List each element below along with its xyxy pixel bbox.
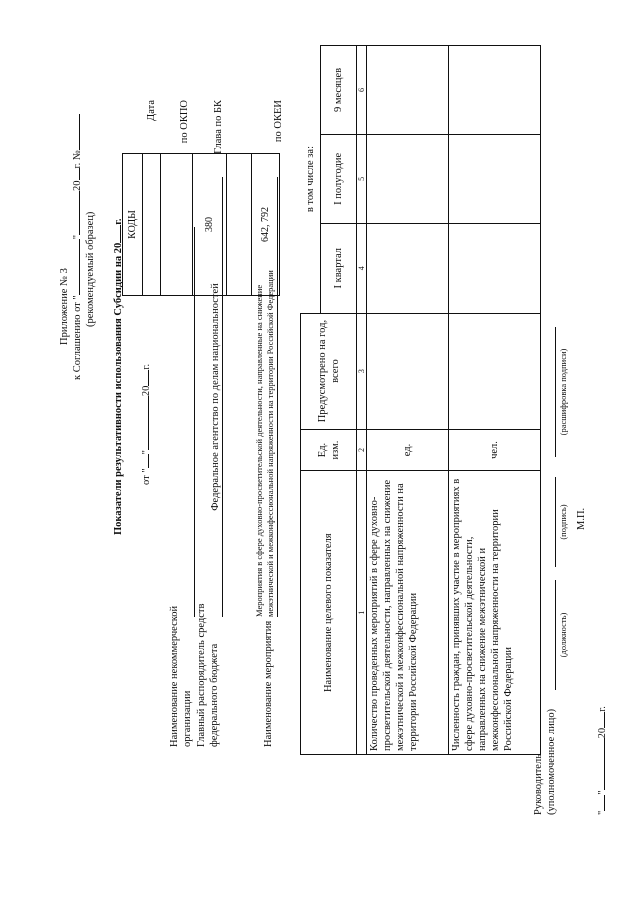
indicator-name: Количество проведенных мероприятий в сфере духовно-просветительской деятельности, направленных на снижение межэтнической и межконфессиональной напряженности на территории Российской Федерации: [367, 471, 449, 755]
9m-cell[interactable]: [367, 46, 449, 135]
table-row: [449, 46, 541, 755]
col-unit-header: Ед. изм.: [301, 429, 357, 471]
signature-field[interactable]: [555, 477, 556, 567]
col-q1-header: I квартал: [321, 223, 357, 313]
event-label: Наименование мероприятия: [263, 620, 274, 747]
signature-caption: (подпись): [558, 504, 568, 540]
org-label: Наименование некоммерческой организации: [169, 605, 193, 747]
indicator-unit: ед.: [367, 429, 449, 471]
recommended-sample-note: (рекомендуемый образец): [85, 211, 96, 327]
org-name-field[interactable]: [194, 227, 195, 617]
plan-cell[interactable]: [449, 313, 541, 429]
code-okei-cell: 642, 792: [252, 154, 280, 296]
code-blank-cell: [227, 154, 252, 296]
col-9m-header: 9 месяцев: [321, 46, 357, 135]
9m-cell[interactable]: [449, 46, 541, 135]
appendix-title: Приложение № 3: [59, 268, 70, 345]
signature-decode-field[interactable]: [555, 327, 556, 457]
code-glava-cell: 380: [193, 154, 227, 296]
q1-cell[interactable]: [367, 223, 449, 313]
sign-date-line: ""20г.: [597, 706, 608, 815]
q1-cell[interactable]: [449, 223, 541, 313]
col-name-header: Наименование целевого показателя: [301, 471, 357, 755]
code-glava-label: Глава по БК: [213, 100, 224, 154]
indicator-name: Численность граждан, принявших участие в мероприятиях в сфере духовно-просветительской деятельности, направленных на снижение межэтнической и межконфессиональной напряженности на территории Российской Федерации: [449, 471, 541, 755]
h1-cell[interactable]: [367, 134, 449, 223]
agreement-line: к Соглашению от ""20г. №: [71, 114, 84, 380]
code-date-label: Дата: [146, 100, 157, 121]
col-plan-header: Предусмотрено на год, всего: [301, 313, 357, 429]
grbs-value: Федеральное агентство по делам национальностей: [210, 283, 221, 511]
position-caption: (должность): [558, 612, 568, 658]
table-row: [367, 46, 449, 755]
col-num: 2: [357, 429, 367, 471]
col-num: 1: [357, 471, 367, 755]
col-num: 5: [357, 134, 367, 223]
col-including-header: в том числе за:: [301, 46, 321, 314]
signature-decode-caption: (расшифровка подписи): [558, 348, 568, 436]
plan-cell[interactable]: [367, 313, 449, 429]
grbs-field-line: [222, 177, 223, 617]
col-num: 3: [357, 313, 367, 429]
report-date-line: от ""20г.: [141, 363, 152, 485]
event-value: Мероприятия в сфере духовно-просветительской деятельности, направленные на снижение межэтнической и межконфессиональной напряженности на территории Российской Федерации: [254, 270, 275, 617]
event-field-line: [277, 177, 278, 617]
col-h1-header: I полугодие: [321, 134, 357, 223]
codes-header: КОДЫ: [123, 154, 143, 296]
code-okpo-label: по ОКПО: [179, 100, 190, 144]
grbs-label: Главный распорядитель средств федерального бюджета: [196, 603, 220, 747]
stamp-mark: М.П.: [576, 507, 587, 530]
indicators-table: [300, 45, 541, 755]
head-label: Руководитель (уполномоченное лицо): [533, 708, 557, 815]
col-num: 6: [357, 46, 367, 135]
code-okei-label: по ОКЕИ: [273, 100, 284, 143]
page-title: Показатели результативности использования Субсидии на 20г.: [113, 218, 124, 535]
col-num: 4: [357, 223, 367, 313]
h1-cell[interactable]: [449, 134, 541, 223]
indicator-unit: чел.: [449, 429, 541, 471]
position-field[interactable]: [555, 580, 556, 690]
